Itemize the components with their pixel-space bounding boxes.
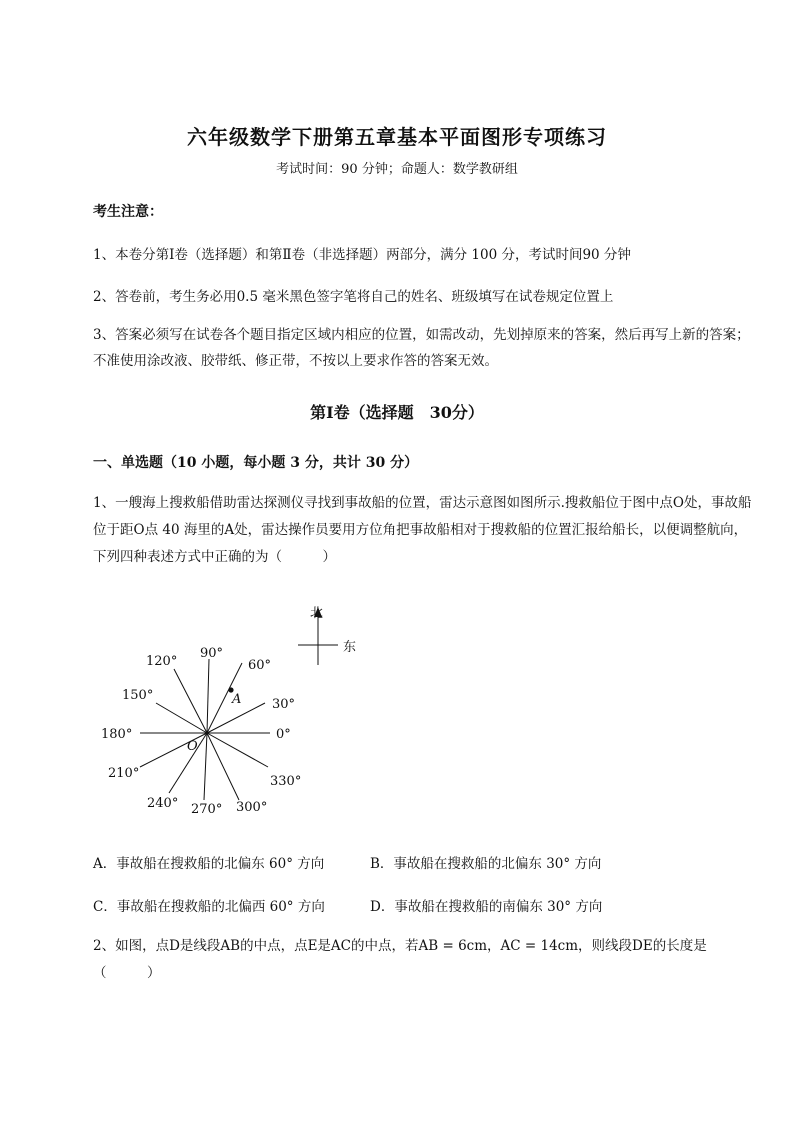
option-c[interactable]: C．事故船在搜救船的北偏西 60° 方向 (93, 899, 325, 915)
notice-item-1: 1、本卷分第Ⅰ卷（选择题）和第Ⅱ卷（非选择题）两部分，满分 100 分，考试时间90 分钟 (93, 247, 631, 263)
page-title: 六年级数学下册第五章基本平面图形专项练习 (187, 125, 607, 149)
angle-label-120: 120° (146, 654, 178, 669)
point-o-label: O (187, 739, 198, 754)
option-a[interactable]: A．事故船在搜救船的北偏东 60° 方向 (93, 856, 325, 872)
angle-label-300: 300° (236, 800, 268, 815)
notice-item-2: 2、答卷前，考生务必用0.5 毫米黑色签字笔将自己的姓名、班级填写在试卷规定位置上 (93, 289, 614, 305)
angle-label-330: 330° (270, 774, 302, 789)
compass-east-label: 东 (343, 640, 357, 655)
notice-heading: 考生注意： (93, 204, 163, 220)
sub-section-title: 一、单选题（10 小题，每小题 3 分，共计 30 分） (93, 455, 419, 471)
angle-label-60: 60° (248, 658, 272, 673)
radar-figure (90, 595, 370, 825)
point-a-label: A (232, 692, 242, 707)
compass-north-label: 北 (310, 606, 324, 621)
question-2-text: 2、如图，点D是线段AB的中点，点E是AC的中点，若AB = 6cm，AC = 14cm，则线段DE的长度是（ ） (93, 938, 707, 981)
angle-label-0: 0° (276, 727, 291, 742)
angle-label-240: 240° (147, 796, 179, 811)
ray-270 (204, 733, 207, 800)
angle-label-30: 30° (272, 697, 296, 712)
angle-label-150: 150° (122, 688, 154, 703)
angle-label-90: 90° (200, 646, 224, 661)
option-d[interactable]: D．事故船在搜救船的南偏东 30° 方向 (370, 899, 603, 915)
angle-label-210: 210° (108, 766, 140, 781)
question-1-text: 1、一艘海上搜救船借助雷达探测仪寻找到事故船的位置，雷达示意图如图所示.搜救船位于图中点O处，事故船位于距O点 40 海里的A处，雷达操作员要用方位角把事故船相对于搜救船的位置汇报给船长，以便调整航向，下列四种表述方式中正确的为（ ） (93, 495, 752, 565)
ray-30 (207, 703, 265, 733)
ray-330 (207, 733, 268, 767)
angle-label-180: 180° (101, 727, 133, 742)
section-title: 第Ⅰ卷（选择题 30分） (310, 403, 484, 422)
exam-info: 考试时间：90 分钟；命题人：数学教研组 (276, 162, 518, 177)
ray-90 (207, 659, 209, 733)
notice-item-3: 3、答案必须写在试卷各个题目指定区域内相应的位置，如需改动，先划掉原来的答案，然后再写上新的答案；不准使用涂改液、胶带纸、修正带，不按以上要求作答的答案无效。 (93, 327, 750, 369)
angle-label-270: 270° (191, 802, 223, 817)
ray-300 (207, 733, 239, 800)
option-b[interactable]: B．事故船在搜救船的北偏东 30° 方向 (370, 856, 602, 872)
